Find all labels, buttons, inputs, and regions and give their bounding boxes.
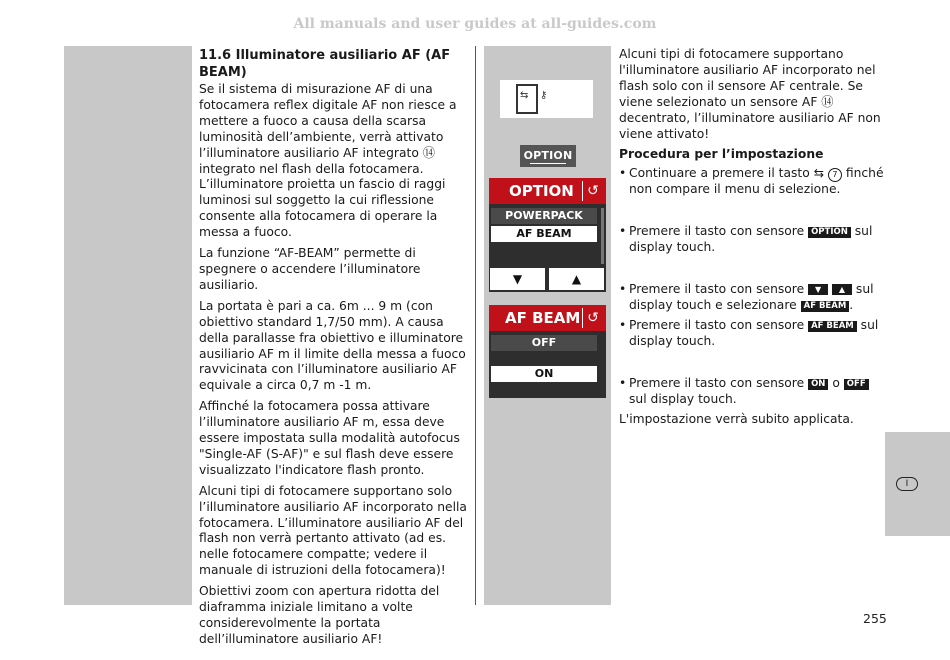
af-beam-key: AF BEAM xyxy=(808,321,857,332)
af-beam-key: AF BEAM xyxy=(801,301,850,312)
on-key: ON xyxy=(808,379,828,390)
arrow-up-icon: ▲ xyxy=(549,268,604,290)
watermark: All manuals and user guides at all-guides.com xyxy=(293,16,657,32)
step-4-text-end: sul display touch. xyxy=(629,317,879,348)
back-icon: ↺ xyxy=(582,181,603,201)
option-button-illustration xyxy=(520,145,576,167)
step-4-text: Premere il tasto con sensore xyxy=(629,317,805,332)
step-4 xyxy=(619,318,887,350)
step-3-text-end: . xyxy=(849,297,854,312)
option-menu-screen xyxy=(489,178,606,292)
paragraph-2: La funzione “AF-BEAM” permette di spegnere o accendere l’illuminatore ausiliario. xyxy=(199,246,421,292)
down-key-icon: ▼ xyxy=(808,284,828,295)
paragraph-4: Affinché la fotocamera possa attivare l’illuminatore ausiliario AF m, essa deve essere impostata sulla modalità autofocus "Single-AF (S-AF)" e sul flash deve essere visualizzato l'indicatore flash pronto. xyxy=(199,399,460,477)
step-5 xyxy=(619,376,887,408)
step-3 xyxy=(619,282,887,314)
af-beam-screen xyxy=(489,305,606,398)
af-beam-header xyxy=(489,305,606,331)
page-number: 255 xyxy=(863,611,887,626)
left-margin-bar xyxy=(64,46,192,605)
step-5-text-end: sul display touch. xyxy=(629,391,737,406)
option-underline xyxy=(530,163,566,164)
step-2 xyxy=(619,224,887,256)
back-icon: ↺ xyxy=(582,308,603,328)
menu-item-af-beam: AF BEAM xyxy=(491,226,597,242)
language-tab-label: I xyxy=(896,477,918,491)
paragraph-1: Se il sistema di misurazione AF di una fotocamera reflex digitale AF non riesce a mettere a fuoco a causa della scarsa luminosità dell’ambiente, verrà attivato l’illuminatore ausiliario AF integrato ⑭ integrato nel flash della fotocamera. L’illuminatore proietta un fascio di raggi luminosi sul soggetto la cui riflessione consente alla fotocamera di operare la messa a fuoco. xyxy=(199,82,457,240)
intro-paragraph: Alcuni tipi di fotocamere supportano l'illuminatore ausiliario AF incorporato nel flash solo con il sensore AF centrale. Se viene selezionato un sensore AF ⑭ decentrato, l’illuminatore ausiliario AF non viene attivato! xyxy=(619,47,881,141)
paragraph-5: Alcuni tipi di fotocamere supportano solo l’illuminatore ausiliario AF incorporato nella fotocamera. L’illuminatore ausiliario AF del flash non verrà pertanto attivato (ad es. nelle fotocamere compatte; vedere il manuale di istruzioni della fotocamera)! xyxy=(199,483,467,578)
step-5-or: o xyxy=(832,375,840,390)
column-divider xyxy=(475,46,476,605)
step-2-text: Premere il tasto con sensore xyxy=(629,224,805,239)
off-key: OFF xyxy=(844,379,869,390)
option-menu-title: OPTION xyxy=(509,182,574,200)
step-1-text: Continuare a premere il tasto xyxy=(629,166,810,181)
option-button-label: OPTION xyxy=(523,149,573,162)
main-text-column xyxy=(199,47,467,653)
procedure-column xyxy=(619,47,887,432)
option-off: OFF xyxy=(491,335,597,351)
up-key-icon: ▲ xyxy=(832,284,852,295)
paragraph-3: La portata è pari a ca. 6m ... 9 m (con obiettivo standard 1,7/50 mm). A causa della parallasse fra obiettivo e illuminatore ausiliario AF m il limite della messa a fuoco ravvicinata con l’illuminatore ausiliario AF equivale a circa 0,7 m -1 m. xyxy=(199,298,466,393)
step-3-text-mid: sul display touch e selezionare xyxy=(629,282,874,312)
step-1-text-end: finché non compare il menu di selezione. xyxy=(629,166,884,197)
procedure-heading: Procedura per l’impostazione xyxy=(619,147,824,162)
swap-arrows-icon: ⇆ xyxy=(520,90,529,101)
final-note: L'impostazione verrà subito applicata. xyxy=(619,411,854,426)
step-2-text-end: sul display touch. xyxy=(629,224,873,255)
key-lock-icon: ⚷ xyxy=(540,90,548,101)
option-on: ON xyxy=(491,366,597,382)
section-title: 11.6 Illuminatore ausiliario AF (AF BEAM) xyxy=(199,48,451,80)
option-key: OPTION xyxy=(808,227,851,238)
menu-scrollbar xyxy=(601,208,604,264)
af-beam-title: AF BEAM xyxy=(505,309,581,327)
paragraph-6: Obiettivi zoom con apertura ridotta del diaframma iniziale limitano a volte considerevolmente la portata dell’illuminatore ausiliario AF! xyxy=(199,584,440,646)
key-number-badge: 7 xyxy=(828,168,842,182)
step-5-text: Premere il tasto con sensore xyxy=(629,375,805,390)
step-1 xyxy=(619,166,887,198)
arrow-down-icon: ▼ xyxy=(490,268,545,290)
option-menu-header xyxy=(489,178,606,204)
menu-item-powerpack: POWERPACK xyxy=(491,208,597,224)
swap-key-icon: ⇆ xyxy=(813,166,825,181)
step-3-text: Premere il tasto con sensore xyxy=(629,282,805,297)
flash-key-illustration xyxy=(500,80,593,118)
